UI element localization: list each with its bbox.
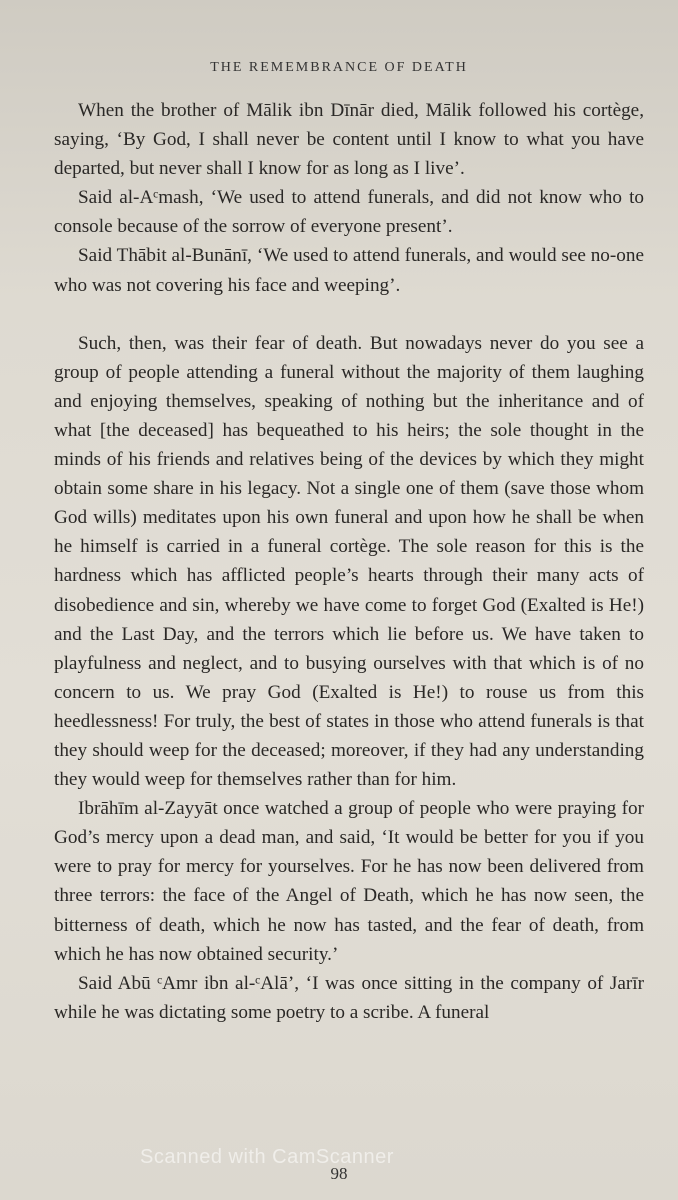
paragraph-abu-amr: Said Abū ᶜAmr ibn al-ᶜAlā’, ‘I was once sitting in the company of Jarīr while he was dictating some poetry to a scribe. A funeral: [54, 972, 644, 1023]
running-header: THE REMEMBRANCE OF DEATH: [210, 60, 468, 75]
scanner-watermark: Scanned with CamScanner: [140, 1146, 394, 1168]
paragraph-thabit: Said Thābit al-Bunānī, ‘We used to attend funerals, and would see no-one who was not covering his face and weeping’.: [54, 245, 644, 296]
paragraph-amash: Said al-Aᶜmash, ‘We used to attend funerals, and did not know who to console because of the sorrow of everyone present’.: [54, 187, 644, 238]
paragraph-ibrahim: Ibrāhīm al-Zayyāt once watched a group of people who were praying for God’s mercy upon a dead man, and said, ‘It would be better for you if you were to pray for mercy for yourselves. For he has now been delivered from three terrors: the face of the Angel of Death, which he has now seen, the bitterness of death, which he now has tasted, and the fear of death, from which he has now obtained security.’: [54, 798, 644, 965]
page-body: [54, 96, 644, 1027]
paragraph-fear-of-death: Such, then, was their fear of death. But nowadays never do you see a group of people attending a funeral without the majority of them laughing and enjoying themselves, speaking of nothing but the inheritance and of what [the deceased] has bequeathed to his heirs; the sole thought in the minds of his friends and relatives being of the devices by which they might obtain some share in his legacy. Not a single one of them (save those whom God wills) meditates upon his own funeral and upon how he shall be when he himself is carried in a funeral cortège. The sole reason for this is the hardness which has afflicted people’s hearts through their many acts of disobedience and sin, whereby we have come to forget God (Exalted is He!) and the Last Day, and the terrors which lie before us. We have taken to playfulness and neglect, and to busying ourselves with that which is of no concern to us. We pray God (Exalted is He!) to rouse us from this heedlessness! For truly, the best of states in those who attend funerals is that they should weep for the deceased; moreover, if they had any understanding they would weep for themselves rather than for him.: [54, 332, 644, 791]
paragraph-malik: When the brother of Mālik ibn Dīnār died, Mālik followed his cortège, saying, ‘By God, I shall never be content until I know to what you have departed, but never shall I know for as long as I live’.: [54, 100, 644, 180]
page-number: 98: [330, 1164, 348, 1183]
